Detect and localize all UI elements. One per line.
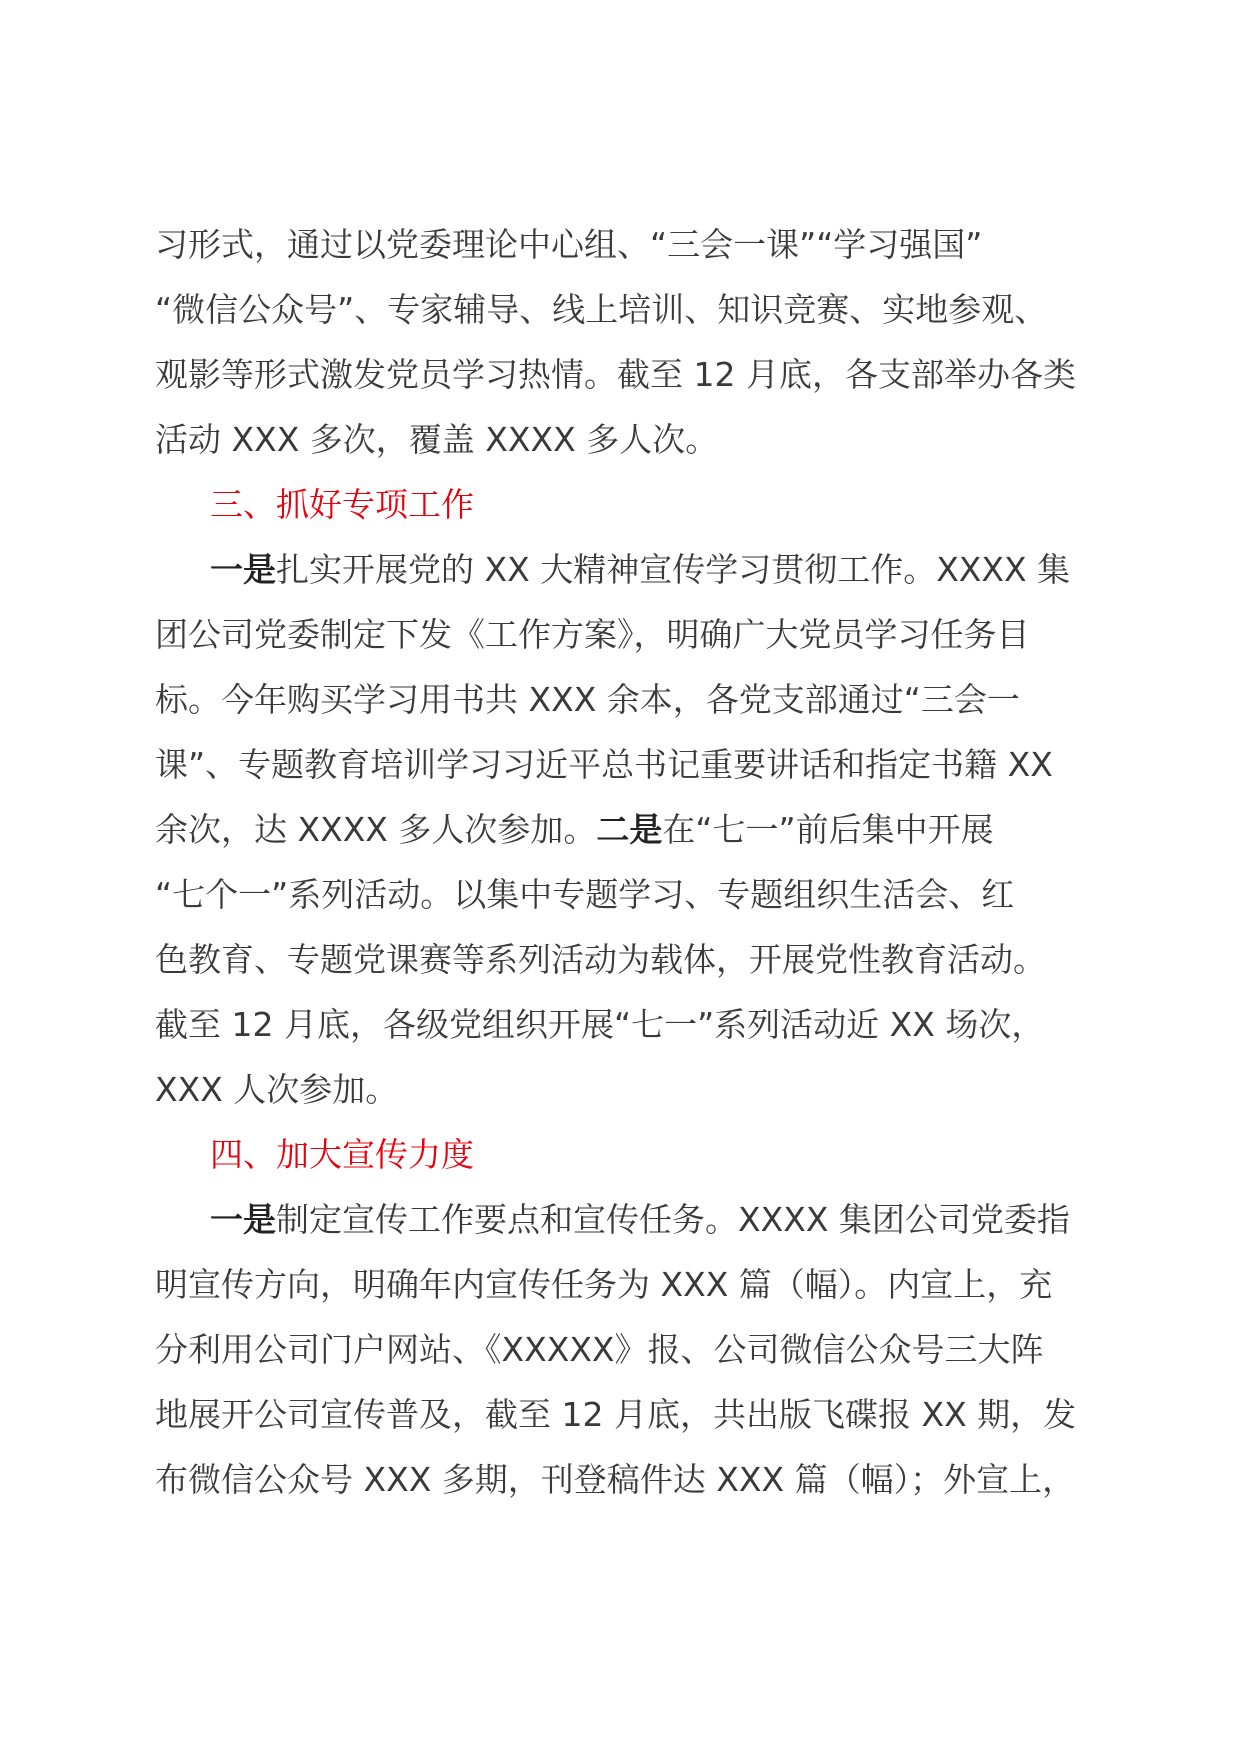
paragraph-line: “微信公众号”、专家辅导、线上培训、知识竞赛、实地参观、 [155, 290, 1048, 329]
paragraph-text: 扎实开展党的 XX 大精神宣传学习贯彻工作。XXXX 集 [276, 550, 1071, 589]
paragraph-line: 分利用公司门户网站、《XXXXX》报、公司微信公众号三大阵 [155, 1330, 1044, 1369]
lead-marker: 二是 [596, 810, 663, 849]
paragraph-text: 制定宣传工作要点和宣传任务。XXXX 集团公司党委指 [276, 1200, 1070, 1239]
paragraph-line: 标。今年购买学习用书共 XXX 余本，各党支部通过“三会一 [155, 680, 1020, 719]
paragraph-line: 明宣传方向，明确年内宣传任务为 XXX 篇（幅）。内宣上，充 [155, 1265, 1053, 1304]
lead-marker: 一是 [210, 1200, 276, 1239]
paragraph-line [155, 797, 1095, 863]
paragraph-line: 布微信公众号 XXX 多期，刊登稿件达 XXX 篇（幅）；外宣上， [155, 1460, 1076, 1499]
paragraph-line: “七个一”系列活动。以集中专题学习、专题组织生活会、红 [155, 875, 1015, 914]
paragraph-line: 观影等形式激发党员学习热情。截至 12 月底，各支部举办各类 [155, 355, 1076, 394]
paragraph-line: 活动 XXX 多次，覆盖 XXXX 多人次。 [155, 420, 719, 459]
paragraph-line: 团公司党委制定下发《工作方案》，明确广大党员学习任务目 [155, 615, 1030, 654]
paragraph-line: 色教育、专题党课赛等系列活动为载体，开展党性教育活动。 [155, 940, 1046, 979]
paragraph-line [210, 537, 1150, 603]
lead-marker: 一是 [210, 550, 276, 589]
paragraph-line: 地展开公司宣传普及，截至 12 月底，共出版飞碟报 XX 期，发 [155, 1395, 1077, 1434]
paragraph-line: 课”、专题教育培训学习习近平总书记重要讲话和指定书籍 XX [155, 745, 1053, 784]
paragraph-line: 习形式，通过以党委理论中心组、“三会一课”“学习强国” [155, 225, 983, 264]
paragraph-line [210, 1187, 1150, 1253]
section-heading: 三、抓好专项工作 [210, 485, 474, 524]
paragraph-line: 截至 12 月底，各级党组织开展“七一”系列活动近 XX 场次， [155, 1005, 1045, 1044]
section-heading: 四、加大宣传力度 [210, 1135, 474, 1174]
paragraph-line: XXX 人次参加。 [155, 1070, 399, 1109]
paragraph-text: 余次，达 XXXX 多人次参加。 [155, 810, 597, 849]
paragraph-text: 在“七一”前后集中开展 [662, 810, 994, 849]
